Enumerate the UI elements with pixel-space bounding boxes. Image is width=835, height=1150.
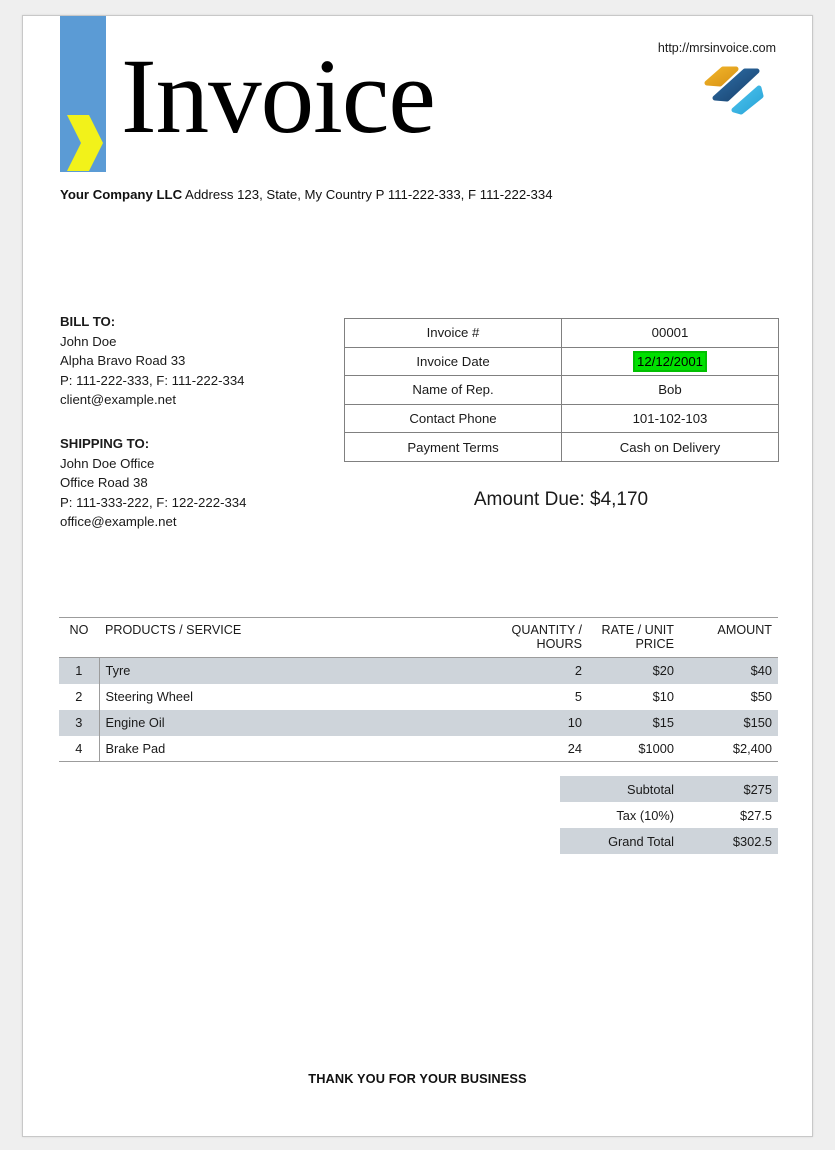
products-header-no: NO [59,618,99,658]
row-rate: $1000 [588,736,680,762]
totals-row-grand-total [560,828,778,854]
meta-row-payment-terms [345,433,779,462]
totals-table [560,776,778,854]
shipping-to-email: office@example.net [60,514,177,529]
meta-label-invoice-number: Invoice # [345,319,562,348]
bill-to-block [60,312,245,410]
company-info-line [60,187,553,202]
table-row[interactable] [59,736,778,762]
meta-row-invoice-number [345,319,779,348]
meta-label-invoice-date: Invoice Date [345,347,562,376]
table-row[interactable] [59,684,778,710]
page-title: Invoice [121,38,435,156]
row-rate: $10 [652,689,674,704]
products-header-quantity-line2: HOURS [536,637,582,651]
shipping-to-address: Office Road 38 [60,475,148,490]
shipping-to-name: John Doe Office [60,455,155,471]
bill-to-name: John Doe [60,333,117,349]
meta-row-rep-name [345,376,779,405]
products-table [59,617,778,762]
totals-label-tax: Tax (10%) [616,807,674,823]
row-amount: $40 [680,658,778,684]
meta-label-contact-phone: Contact Phone [345,404,562,433]
bill-to-phone: P: 111-222-333, F: 111-222-334 [60,372,245,388]
products-header-amount: AMOUNT [680,618,778,658]
totals-label-subtotal: Subtotal [560,776,680,802]
row-quantity: 24 [468,736,588,762]
row-description: Steering Wheel [99,684,468,710]
row-amount: $50 [750,689,772,704]
row-rate: $15 [588,710,680,736]
row-no: 1 [59,658,99,684]
bill-to-email: client@example.net [60,392,177,407]
totals-value-subtotal: $275 [680,776,778,802]
products-header-quantity-line1: QUANTITY / [511,623,582,637]
products-header-quantity [468,618,588,658]
brand-logo-icon [703,66,765,116]
meta-value-invoice-date-cell[interactable] [562,347,779,376]
row-rate: $20 [588,658,680,684]
company-name: Your Company LLC [60,187,183,202]
meta-row-contact-phone [345,404,779,433]
row-quantity: 10 [468,710,588,736]
row-amount: $150 [680,710,778,736]
meta-label-rep-name: Name of Rep. [345,376,562,405]
row-quantity: 2 [468,658,588,684]
row-amount: $2,400 [680,736,778,762]
meta-value-invoice-number[interactable]: 00001 [562,319,779,348]
row-description: Engine Oil [99,710,468,736]
products-header-rate-line2: PRICE [635,637,674,651]
meta-row-invoice-date [345,347,779,376]
meta-label-payment-terms: Payment Terms [345,433,562,462]
totals-row-tax [560,802,778,828]
bill-to-address: Alpha Bravo Road 33 [60,353,186,368]
invoice-page [22,15,813,1137]
products-header-rate-line1: RATE / UNIT [601,623,674,637]
company-details: Address 123, State, My Country P 111-222-333, F 111-222-334 [182,187,553,202]
row-description: Brake Pad [99,736,468,762]
invoice-date-highlighted-value[interactable]: 12/12/2001 [636,353,703,369]
thank-you-message: THANK YOU FOR YOUR BUSINESS [308,1071,527,1086]
invoice-masthead [23,16,812,186]
totals-label-grand-total: Grand Total [560,828,680,854]
totals-value-grand-total: $302.5 [680,828,778,854]
row-no: 4 [59,736,99,762]
meta-value-payment-terms[interactable]: Cash on Delivery [562,433,779,462]
totals-row-subtotal [560,776,778,802]
shipping-to-block [60,434,246,532]
amount-due-label: Amount Due: $4,170 [473,489,649,510]
table-row[interactable] [59,658,778,684]
row-quantity: 5 [574,689,582,704]
products-header-row [59,618,778,658]
site-url-link[interactable]: http://mrsinvoice.com [657,41,776,55]
shipping-to-title: SHIPPING TO: [60,436,150,451]
products-header-rate [588,618,680,658]
chevron-right-icon [65,113,105,173]
meta-value-contact-phone[interactable]: 101-102-103 [562,404,779,433]
shipping-to-phone: P: 111-333-222, F: 122-222-334 [60,494,247,510]
row-no: 3 [59,710,99,736]
totals-value-tax: $27.5 [739,807,772,823]
row-no: 2 [75,689,83,704]
products-header-description: PRODUCTS / SERVICE [99,618,468,658]
invoice-meta-table [344,318,779,462]
table-row[interactable] [59,710,778,736]
row-description: Tyre [99,658,468,684]
meta-value-rep-name[interactable]: Bob [562,376,779,405]
bill-to-title: BILL TO: [60,314,116,329]
